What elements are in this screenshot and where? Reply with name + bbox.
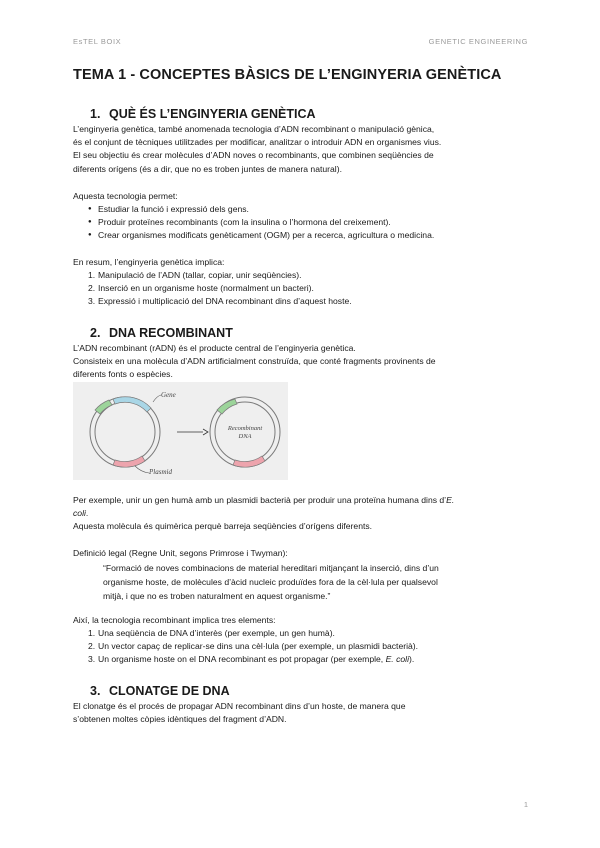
list-text: Manipulació de l’ADN (tallar, copiar, unir seqüències).	[98, 270, 302, 280]
list-text: Expressió i multiplicació del DNA recombinant dins d’aquest hoste.	[98, 296, 352, 307]
gene-label: Gene	[161, 391, 176, 399]
list-text: Inserció en un organisme hoste (normalment un bacteri).	[98, 283, 314, 294]
example-paragraph	[73, 494, 533, 534]
list-marker: 1.	[88, 270, 96, 280]
list-italic: E. coli	[385, 654, 409, 665]
recombinant-label-dna: DNA	[238, 433, 252, 440]
insert-segment	[95, 400, 112, 414]
section-number: 2.	[90, 326, 101, 340]
list-marker: 2.	[88, 283, 96, 294]
section-1-heading	[90, 107, 316, 121]
text-line: Consisteix en una molècula d’ADN artificialment construïda, que conté fragments provinents de	[73, 356, 436, 367]
text-line: s’obtenen moltes còpies idèntiques del fragment d’ADN.	[73, 714, 287, 725]
list-item	[73, 282, 352, 295]
recombinant-label: Recombinant	[227, 425, 263, 432]
text-line	[73, 494, 533, 507]
plasmid-diagram	[73, 382, 288, 480]
elements-list	[73, 627, 418, 667]
section-2-heading	[90, 326, 233, 340]
text-line: organisme hoste, de molècules d’àcid nucleic produïdes fora de la cèl·lula per qualsevol	[103, 577, 438, 588]
section-1-intro	[73, 123, 533, 176]
text-line: “Formació de noves combinacions de material hereditari mitjançant la inserció, dins d’un	[103, 563, 439, 573]
list-text: Un organisme hoste on el DNA recombinant es pot propagar (per exemple,	[98, 654, 386, 665]
gene-pointer	[153, 395, 161, 402]
example-italic: E.	[446, 495, 455, 505]
header-author: EsTEL BOIX	[73, 37, 122, 46]
text-line: El clonatge és el procés de propagar ADN recombinant dins d’un hoste, de manera que	[73, 701, 406, 711]
example-end: .	[85, 508, 89, 519]
section-3-heading	[90, 684, 230, 698]
example-italic: coli	[73, 508, 86, 519]
header-subject: GENETIC ENGINEERING	[428, 37, 528, 46]
page-title: TEMA 1 - CONCEPTES BÀSICS DE L’ENGINYERIA GENÈTICA	[73, 67, 502, 83]
arrow-icon	[203, 429, 208, 435]
insert-segment	[217, 399, 237, 414]
gene-segment	[113, 397, 151, 412]
example-text: Per exemple, unir un gen humà amb un plasmidi bacterià per produir una proteïna humana dins d’	[73, 495, 447, 505]
text-line	[73, 507, 533, 520]
section-3-intro	[73, 700, 533, 726]
plasmid-pointer	[135, 466, 149, 473]
section-2-intro	[73, 342, 533, 382]
text-line: diferents fonts o espècies.	[73, 369, 173, 380]
text-line: L’enginyeria genètica, també anomenada tecnologia d’ADN recombinant o manipulació gènica,	[73, 124, 435, 134]
list-item	[73, 640, 418, 653]
section-title: QUÈ ÉS L’ENGINYERIA GENÈTICA	[109, 107, 316, 121]
list-item: ● Crear organismes modificats genèticament (OGM) per a recerca, agricultura o medicina.	[73, 229, 434, 242]
text-line: mitjà, i que no es troben naturalment en aquest organisme.”	[103, 591, 331, 602]
list-end: ).	[408, 654, 415, 665]
list-item	[73, 269, 352, 282]
text-line: és el conjunt de tècniques utilitzades per modificar, analitzar o introduir ADN en organismes vius.	[73, 137, 442, 148]
list-marker: 3.	[88, 296, 96, 307]
section-number: 1.	[90, 107, 101, 121]
list-item	[73, 653, 418, 666]
list-marker: 2.	[88, 641, 96, 652]
allows-label: Aquesta tecnologia permet:	[73, 191, 178, 201]
section-title: DNA RECOMBINANT	[109, 326, 233, 340]
applications-list	[73, 203, 434, 243]
list-item	[73, 295, 352, 308]
list-item: ● Estudiar la funció i expressió dels gens.	[73, 203, 434, 216]
list-text: Una seqüència de DNA d’interès (per exemple, un gen humà).	[98, 628, 335, 638]
plasmid-label: Plasmid	[149, 468, 172, 476]
text-line: El seu objectiu és crear molècules d’ADN noves o recombinants, que combinen seqüències de	[73, 150, 434, 161]
list-item	[73, 627, 418, 640]
page-number: 1	[523, 800, 528, 809]
list-marker: 3.	[88, 654, 96, 665]
text-line: Aquesta molècula és quimèrica perquè barreja seqüències d’orígens diferents.	[73, 521, 373, 532]
legal-quote	[103, 561, 529, 604]
elements-label: Així, la tecnologia recombinant implica tres elements:	[73, 615, 276, 625]
steps-list	[73, 269, 352, 309]
list-marker: 1.	[88, 628, 96, 638]
text-line: L’ADN recombinant (rADN) és el producte central de l’enginyeria genètica.	[73, 343, 356, 353]
list-item: ● Produir proteïnes recombinants (com la insulina o l’hormona del creixement).	[73, 216, 434, 229]
recombinant-dna-figure	[73, 382, 288, 480]
summary-label: En resum, l’enginyeria genètica implica:	[73, 257, 225, 267]
plasmid-segment	[113, 456, 145, 467]
section-number: 3.	[90, 684, 101, 698]
plasmid-segment	[233, 456, 265, 467]
section-title: CLONATGE DE DNA	[109, 684, 230, 698]
text-line: diferents orígens (és a dir, que no es troben juntes de manera natural).	[73, 163, 342, 174]
legal-label: Definició legal (Regne Unit, segons Primrose i Twyman):	[73, 548, 288, 558]
list-text: Un vector capaç de replicar-se dins una cèl·lula (per exemple, un plasmidi bacterià).	[98, 641, 419, 652]
